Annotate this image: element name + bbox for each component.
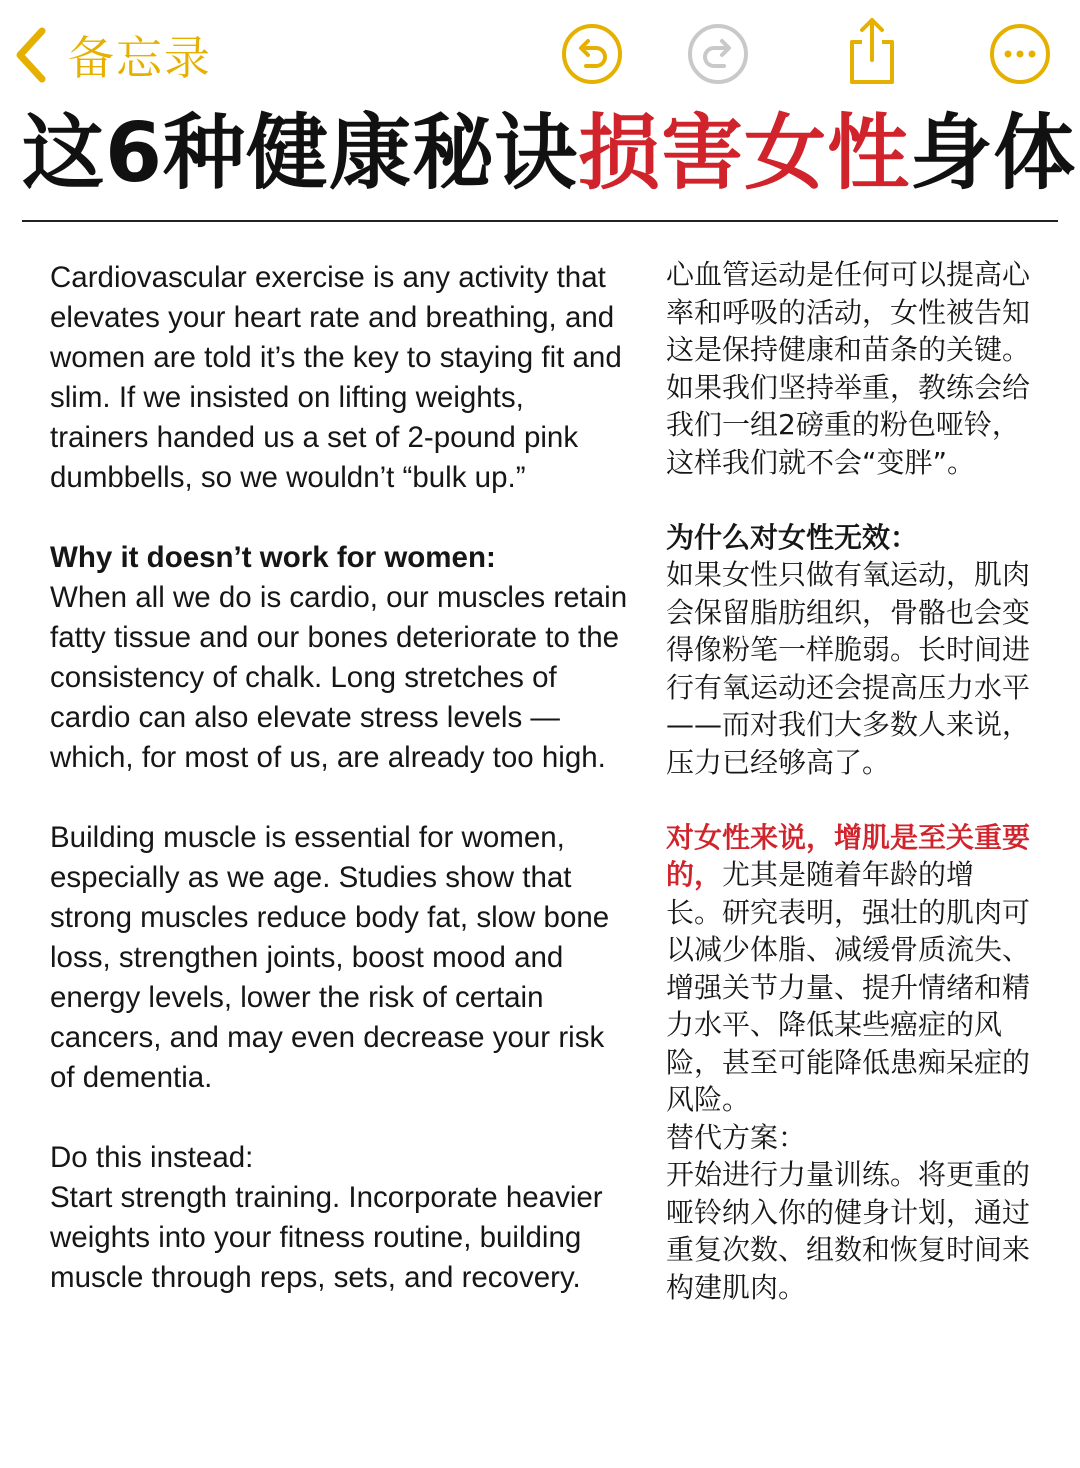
english-heading-why: Why it doesn’t work for women: [50, 541, 496, 574]
chinese-paragraph-4-body: 开始进行力量训练。将更重的哑铃纳入你的健身计划，通过重复次数、组数和恢复时间来构建肌肉。 [666, 1158, 1031, 1304]
english-heading-instead: Do this instead: [50, 1141, 254, 1174]
title-divider [22, 220, 1058, 222]
chinese-paragraph-3 [666, 819, 1030, 1119]
chinese-paragraph-2-body: 如果女性只做有氧运动，肌肉会保留脂肪组织，骨骼也会变得像粉笔一样脆弱。长时间进行有氧运动还会提高压力水平——而对我们大多数人来说，压力已经够高了。 [666, 558, 1031, 779]
back-button-label: 备忘录 [68, 31, 212, 85]
title-part-1: 这6种健康秘诀 [22, 106, 579, 201]
chinese-paragraph-1: 心血管运动是任何可以提高心率和呼吸的活动，女性被告知这是保持健康和苗条的关键。如果我们坚持举重，教练会给我们一组2磅重的粉色哑铃，这样我们就不会“变胖”。 [666, 258, 1031, 479]
english-paragraph-3: Building muscle is essential for women, especially as we age. Studies show that strong muscles reduce body fat, slow bone loss, strengthen joints, boost mood and energy levels, lower the risk of certain cancers, and may even decrease your risk of dementia. [50, 821, 610, 1094]
more-options-button[interactable] [988, 22, 1052, 86]
english-paragraph-1: Cardiovascular exercise is any activity that elevates your heart rate and breathing, and women are told it’s the key to staying fit and slim. If we insisted on lifting weights, trainers handed us a set of 2-pound pink dumbbells, so we wouldn’t “bulk up.” [50, 261, 622, 494]
chinese-heading-instead: 替代方案： [666, 1120, 807, 1154]
chinese-text-column[interactable] [666, 256, 1030, 1306]
note-title[interactable] [22, 104, 1077, 204]
back-button[interactable] [12, 20, 212, 90]
share-button[interactable] [840, 14, 904, 78]
english-paragraph-2 [50, 538, 630, 778]
redo-icon [686, 22, 750, 86]
english-paragraph-2-body: When all we do is cardio, our muscles retain fatty tissue and our bones deteriorate to the consistency of chalk. Long stretches of cardio can also elevate stress levels — which, for most of us, are already too high. [50, 581, 628, 774]
undo-button[interactable] [560, 22, 624, 86]
english-paragraph-4 [50, 1138, 630, 1298]
chevron-left-icon [12, 25, 52, 85]
chinese-highlight: 对女性来说，增肌是至关重要的， [666, 820, 1031, 891]
title-highlight: 损害女性 [578, 106, 911, 201]
undo-icon [560, 22, 624, 86]
english-text-column[interactable] [50, 258, 630, 1338]
title-part-3: 身体 [910, 106, 1077, 201]
chinese-paragraph-4 [666, 1119, 1030, 1307]
chinese-paragraph-2 [666, 519, 1030, 782]
more-icon [988, 22, 1052, 86]
english-paragraph-4-body: Start strength training. Incorporate heavier weights into your fitness routine, building muscle through reps, sets, and recovery. [50, 1181, 603, 1294]
chinese-paragraph-3-body: 尤其是随着年龄的增长。研究表明，强壮的肌肉可以减少体脂、减缓骨质流失、增强关节力量、提升情绪和精力水平、降低某些癌症的风险，甚至可能降低患痴呆症的风险。 [666, 858, 1031, 1116]
chinese-heading-why: 为什么对女性无效： [666, 520, 919, 554]
share-icon [840, 14, 904, 86]
redo-button[interactable] [686, 22, 750, 86]
top-navigation-bar [0, 0, 1080, 110]
